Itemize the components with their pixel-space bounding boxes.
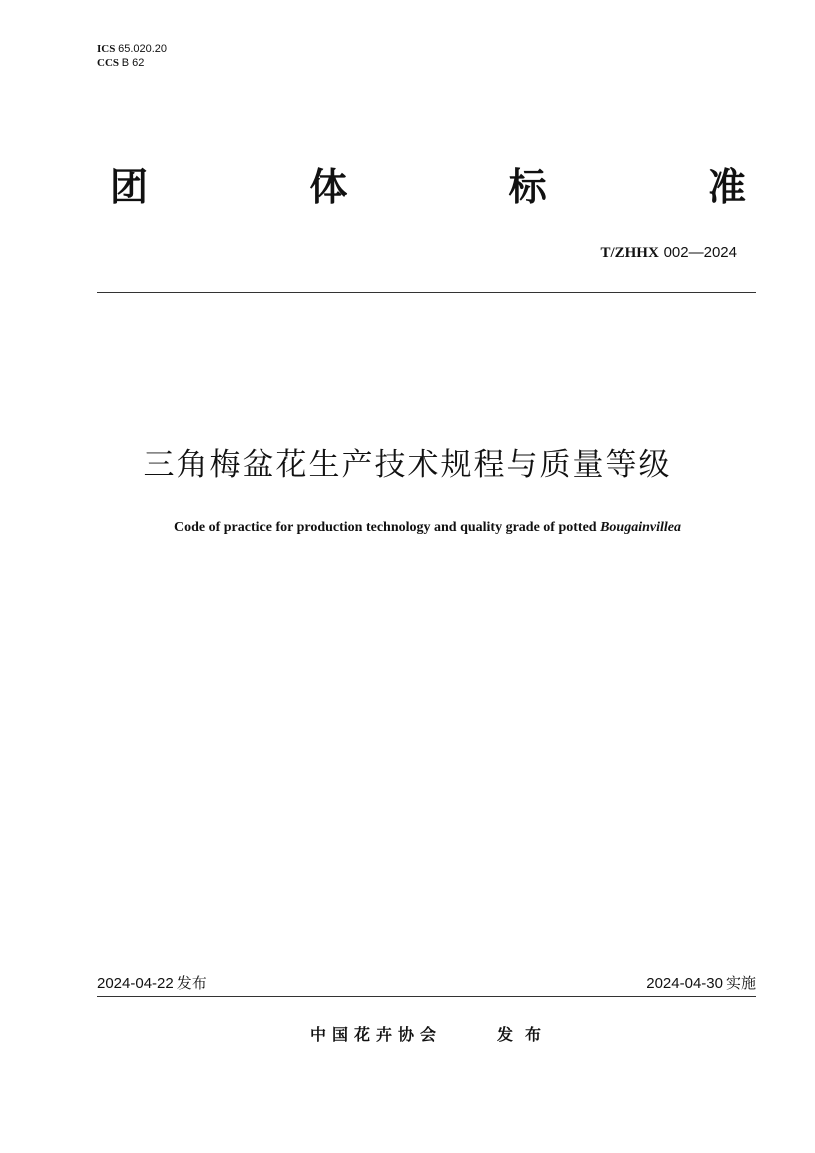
title-chinese: 三角梅盆花生产技术规程与质量等级: [143, 447, 672, 483]
ics-value: 65.020.20: [118, 43, 168, 55]
ccs-label: CCS: [97, 57, 120, 69]
top-divider: [97, 292, 756, 293]
standard-number-value: 002—2024: [663, 244, 737, 261]
standard-type-heading: [110, 163, 746, 211]
publish-date-line: [97, 972, 207, 993]
title-english-italic: Bougainvillea: [600, 520, 681, 535]
standard-type-char: 团: [110, 165, 149, 209]
standard-type-char: 体: [309, 165, 348, 209]
standard-number-prefix: T/ZHHX: [600, 245, 659, 261]
ccs-code: [97, 56, 167, 70]
implement-date-line: [646, 972, 756, 993]
title-english-main: Code of practice for production technology and quality grade of potted: [174, 520, 601, 535]
implement-date: 2024-04-30: [646, 975, 723, 992]
ccs-value: B 62: [121, 57, 145, 69]
bottom-divider: [97, 996, 756, 997]
publisher-action: 发布: [497, 1025, 554, 1044]
standard-type-char: 标: [508, 165, 547, 209]
publish-label: 发布: [176, 974, 207, 992]
implement-label: 实施: [725, 974, 756, 992]
classification-codes: [97, 42, 167, 70]
ics-label: ICS: [97, 43, 116, 55]
title-english: [0, 520, 815, 536]
ics-code: [97, 42, 167, 56]
standard-number: [600, 243, 737, 262]
publish-date: 2024-04-22: [97, 975, 174, 992]
publisher-name: 中国花卉协会: [310, 1025, 443, 1044]
standard-type-char: 准: [707, 165, 746, 209]
